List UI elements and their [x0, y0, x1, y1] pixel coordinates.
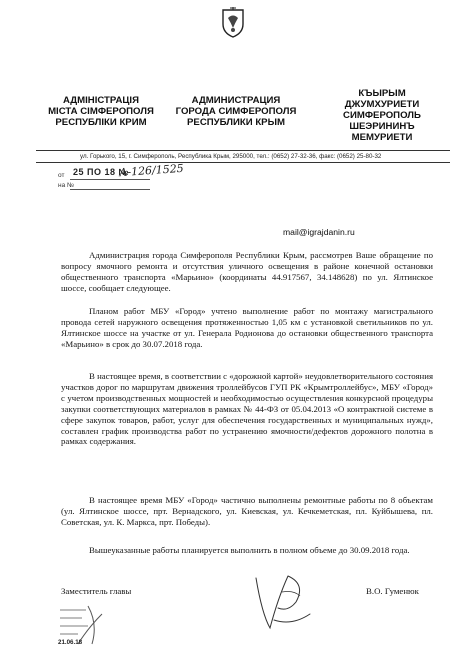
body-paragraph-4: В настоящее время МБУ «Город» частично выполнены ремонтные работы по 8 объектам (ул. Ялтинское шоссе, прт. Вернадского, ул. Киевская, ул. Кечкеметская, пл. Куйбышева, пл. Советская, ул. К. Маркса, прт. Победы). — [61, 495, 433, 527]
registration-date-stamp: 25 ПО 18 № — [73, 167, 130, 177]
ref-number-line — [70, 189, 150, 190]
letterhead-divider-bottom — [36, 162, 450, 163]
executor-date: 21.06.18 — [58, 639, 83, 646]
letterhead-divider-top — [36, 150, 450, 151]
letterhead-address: ул. Горького, 15, г. Симферополь, Республика Крым, 295000, тел.: (0652) 27-32-36, факс: (0652) 25-80-32 — [80, 153, 382, 160]
body-paragraph-2: Планом работ МБУ «Город» учтено выполнение работ по монтажу магистрального провода сетей наружного освещения протяженностью 1,05 км с установкой светильников по ул. Ялтинское шоссе на участке от ул. Генерала Родионова до остановки общественного транспорта «Марьино» в срок до 30.07.2018 года. — [61, 306, 433, 349]
handwritten-signature — [248, 568, 318, 640]
body-paragraph-5: Вышеуказанные работы планируется выполнить в полном объеме до 30.09.2018 года. — [89, 545, 410, 555]
crimea-coat-of-arms-icon — [220, 6, 246, 38]
ref-number-label: на № — [58, 182, 74, 189]
body-paragraph-3: В настоящее время, в соответствии с «дорожной картой» неудовлетворительного состояния участков дорог по маршрутам движения троллейбусов ГУП РК «Крымтроллейбус», МБУ «Город» с учетом производственных мощностей и необходимостью осуществления конкурсной процедуры закупки соответствующих материалов в рамках № 44-ФЗ от 05.04.2013 «О контрактной системе в сфере закупок товаров, работ, услуг для обеспечения государственных и муниципальных нужд», составлен график производства работ по устранению ямочности/дефектов дорожного полотна в рамках содержания. — [61, 371, 433, 447]
letterhead-ukrainian: АДМІНІСТРАЦІЯ МІСТА СІМФЕРОПОЛЯ РЕСПУБЛІКИ КРИМ — [48, 95, 154, 128]
registration-handwritten-number: А-126/1525 — [118, 161, 185, 180]
body-paragraph-1: Администрация города Симферополя Республики Крым, рассмотрев Ваше обращение по вопросу ямочного ремонта и отсутствия уличного освещения в районе конечной остановки общественного транспорта «Марьино» (координаты 44.917567, 34.148628) по ул. Ялтинское шоссе, сообщает следующее. — [61, 250, 433, 293]
recipient-email: mail@igrajdanin.ru — [283, 227, 355, 237]
letterhead-russian: АДМИНИСТРАЦИЯ ГОРОДА СИМФЕРОПОЛЯ РЕСПУБЛИКИ КРЫМ — [175, 95, 297, 128]
signatory-name: В.О. Гуменюк — [366, 586, 419, 596]
from-label: от — [58, 172, 65, 179]
signatory-position: Заместитель главы — [61, 586, 132, 596]
from-line — [70, 179, 150, 180]
letterhead-crimean-tatar: КЪЫРЫМ ДЖУМХУРИЕТИ СИМФЕРОПОЛЬ ШЕЭРИНИНЪ МЕМУРИЕТИ — [343, 88, 421, 143]
